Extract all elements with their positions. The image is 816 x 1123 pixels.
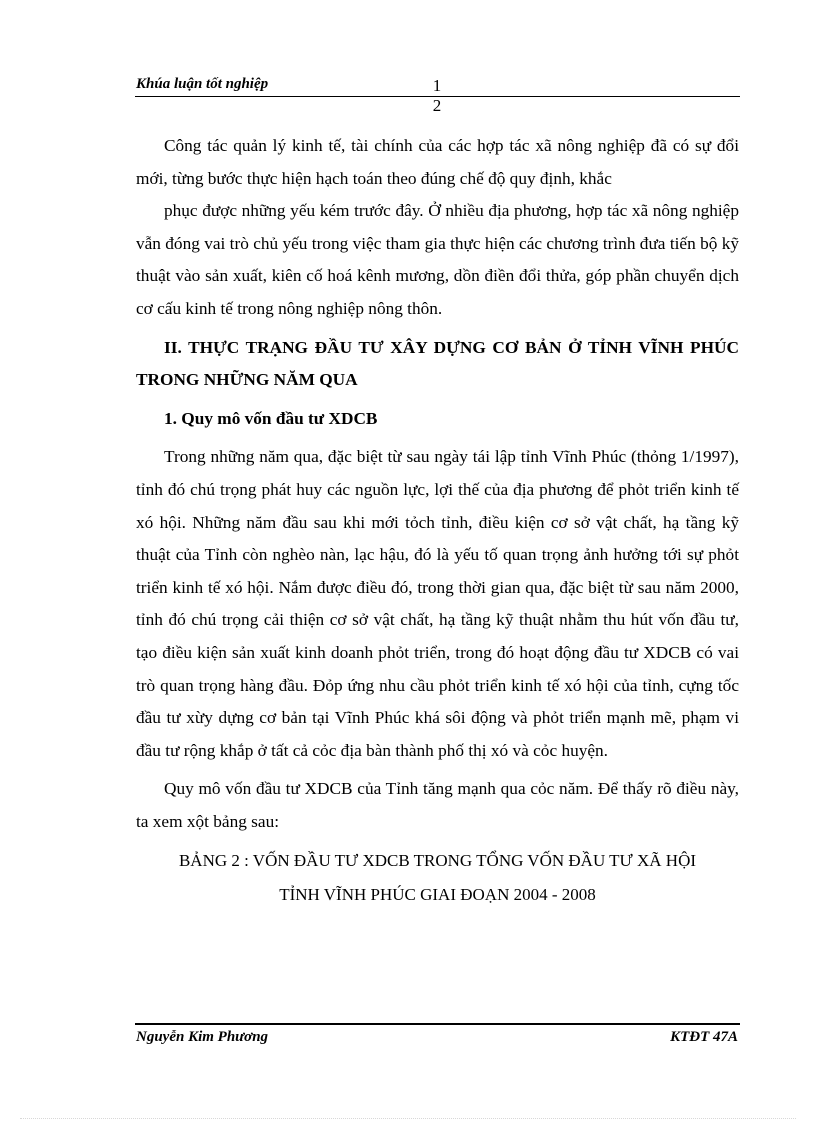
paragraph-cooperatives-cont: phục được những yếu kém trước đây. Ở nhiều địa phương, hợp tác xã nông nghiệp vẫn đóng vai trò chủ yếu trong việc tham gia thực hiện các chương trình đưa tiến bộ kỹ thuật vào sản xuất, kiên cố hoá kênh mương, dồn điền đổi thửa, góp phần chuyển dịch cơ cấu kinh tế trong nông nghiệp nông thôn. xyxy=(136,201,739,318)
paragraph-investment-scale: Trong những năm qua, đặc biệt từ sau ngày tái lập tỉnh Vĩnh Phúc (thỏng 1/1997), tỉnh đó chú trọng phát huy các nguồn lực, lợi thế của địa phương để phỏt triển kinh tế xó hội. Những năm đầu sau khi mới tỏch tỉnh, điều kiện cơ sở vật chất, hạ tầng kỹ thuật của Tỉnh còn nghèo nàn, lạc hậu, đó là yếu tố quan trọng ảnh hưởng tới sự phỏt triển kinh tế xó hội. Nắm được điều đó, trong thời gian qua, đặc biệt từ sau năm 2000, tỉnh đó chú trọng cải thiện cơ sở vật chất, hạ tầng kỹ thuật nhằm thu hút vốn đầu tư, tạo điều kiện sản xuất kinh doanh phỏt triển, trong đó hoạt động đầu tư XDCB có vai trò quan trọng hàng đầu. Đỏp ứng nhu cầu phỏt triển kinh tế xó hội của tỉnh, cựng tốc đầu tư xừy dựng cơ bản tại Vĩnh Phúc khá sôi động và phỏt triển mạnh mẽ, phạm vi đầu tư rộng khắp ở tất cả cỏc địa bàn thành phố thị xó và cỏc huyện. xyxy=(136,447,739,760)
table-caption-line2: TỈNH VĨNH PHÚC GIAI ĐOẠN 2004 - 2008 xyxy=(279,885,596,905)
paragraph-table-intro: Quy mô vốn đầu tư XDCB của Tỉnh tăng mạnh qua cỏc năm. Để thấy rõ điều này, ta xem xột bảng sau: xyxy=(136,779,739,831)
page-edge-dots xyxy=(20,1118,796,1119)
footer-class: KTĐT 47A xyxy=(670,1029,738,1045)
page-number-top: 1 xyxy=(432,76,442,95)
footer-rule xyxy=(135,1023,740,1025)
page-number-bottom: 2 xyxy=(432,96,442,115)
paragraph-cooperatives: Công tác quản lý kinh tế, tài chính của các hợp tác xã nông nghiệp đã có sự đổi mới, từng bước thực hiện hạch toán theo đúng chế độ quy định, khắc xyxy=(136,136,739,188)
page-body xyxy=(136,130,739,912)
footer-author: Nguyễn Kim Phương xyxy=(136,1029,269,1045)
subsection-heading: 1. Quy mô vốn đầu tư XDCB xyxy=(164,408,378,428)
section-heading: II. THỰC TRẠNG ĐẦU TƯ XÂY DỰNG CƠ BẢN Ở TỈNH VĨNH PHÚC TRONG NHỮNG NĂM QUA xyxy=(136,337,739,390)
header-title: Khúa luận tốt nghiệp xyxy=(136,76,269,92)
table-caption-line1: BẢNG 2 : VỐN ĐẦU TƯ XDCB TRONG TỔNG VỐN ĐẦU TƯ XÃ HỘI xyxy=(178,851,697,871)
header-rule xyxy=(135,96,740,97)
